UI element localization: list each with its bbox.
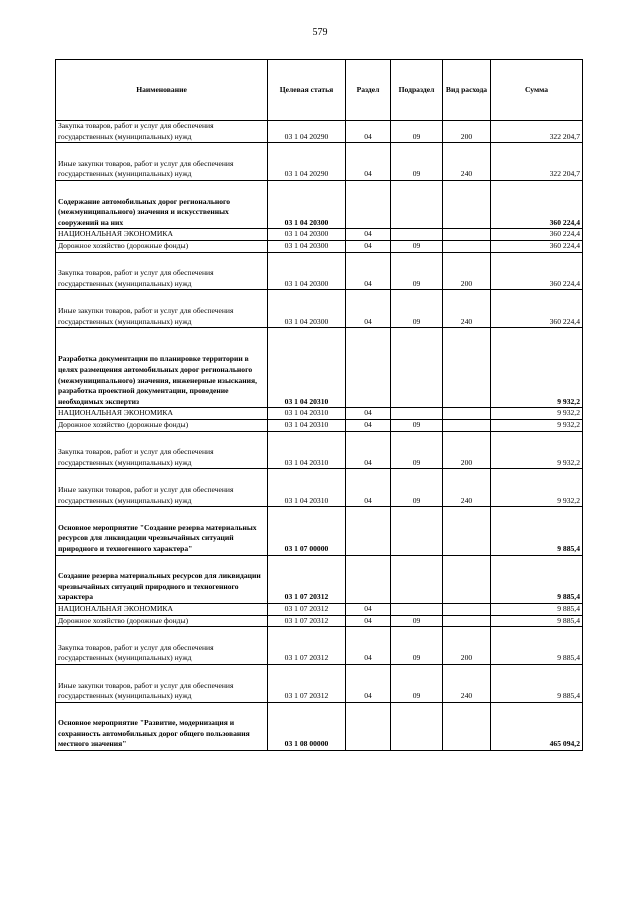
cell-subsection [391, 603, 443, 615]
header-amount: Сумма [491, 60, 583, 121]
cell-subsection [391, 702, 443, 750]
cell-target: 03 1 04 20310 [268, 328, 346, 408]
table-row [56, 290, 583, 328]
cell-amount: 322 204,7 [491, 121, 583, 143]
cell-target: 03 1 04 20310 [268, 431, 346, 469]
table-row [56, 615, 583, 627]
cell-target: 03 1 07 00000 [268, 507, 346, 555]
cell-name: Содержание автомобильных дорог регионального (межмуниципального) значения и искусственных сооружений на них [56, 180, 268, 228]
header-section: Раздел [346, 60, 391, 121]
cell-amount: 360 224,4 [491, 240, 583, 252]
table-row [56, 419, 583, 431]
cell-name: НАЦИОНАЛЬНАЯ ЭКОНОМИКА [56, 603, 268, 615]
cell-name: НАЦИОНАЛЬНАЯ ЭКОНОМИКА [56, 408, 268, 420]
cell-section [346, 507, 391, 555]
cell-amount: 322 204,7 [491, 143, 583, 181]
cell-name: Дорожное хозяйство (дорожные фонды) [56, 240, 268, 252]
cell-subsection: 09 [391, 143, 443, 181]
table-row [56, 408, 583, 420]
cell-type [443, 615, 491, 627]
cell-subsection: 09 [391, 419, 443, 431]
cell-type [443, 555, 491, 603]
cell-section: 04 [346, 121, 391, 143]
table-row [56, 555, 583, 603]
cell-section [346, 555, 391, 603]
cell-name: Дорожное хозяйство (дорожные фонды) [56, 615, 268, 627]
cell-type [443, 419, 491, 431]
cell-name: Основное мероприятие "Создание резерва материальных ресурсов для ликвидации чрезвычайных ситуаций природного и техногенного характера" [56, 507, 268, 555]
cell-subsection: 09 [391, 252, 443, 290]
table-row [56, 328, 583, 408]
cell-name: Закупка товаров, работ и услуг для обеспечения государственных (муниципальных) нужд [56, 121, 268, 143]
cell-subsection: 09 [391, 627, 443, 665]
table-row [56, 702, 583, 750]
cell-type: 200 [443, 431, 491, 469]
cell-target: 03 1 04 20310 [268, 419, 346, 431]
header-subsection: Подраздел [391, 60, 443, 121]
cell-amount: 9 885,4 [491, 603, 583, 615]
cell-name: Основное мероприятие "Развитие, модернизация и сохранность автомобильных дорог общего пользования местного значения" [56, 702, 268, 750]
cell-type: 240 [443, 469, 491, 507]
table-row [56, 252, 583, 290]
cell-amount: 360 224,4 [491, 252, 583, 290]
cell-section: 04 [346, 143, 391, 181]
cell-amount: 360 224,4 [491, 290, 583, 328]
cell-amount: 465 094,2 [491, 702, 583, 750]
cell-amount: 9 932,2 [491, 469, 583, 507]
cell-subsection: 09 [391, 664, 443, 702]
cell-amount: 9 932,2 [491, 419, 583, 431]
cell-section: 04 [346, 603, 391, 615]
cell-section: 04 [346, 431, 391, 469]
cell-type [443, 328, 491, 408]
cell-target: 03 1 07 20312 [268, 627, 346, 665]
cell-type [443, 180, 491, 228]
cell-target: 03 1 07 20312 [268, 615, 346, 627]
table-row [56, 143, 583, 181]
table-row [56, 469, 583, 507]
cell-type: 200 [443, 121, 491, 143]
table-row [56, 121, 583, 143]
cell-section: 04 [346, 615, 391, 627]
cell-type [443, 408, 491, 420]
cell-subsection: 09 [391, 615, 443, 627]
cell-section [346, 702, 391, 750]
cell-name: Создание резерва материальных ресурсов для ликвидации чрезвычайных ситуаций природного и техногенного характера [56, 555, 268, 603]
cell-amount: 9 885,4 [491, 664, 583, 702]
table-row [56, 180, 583, 228]
cell-type: 200 [443, 627, 491, 665]
header-name: Наименование [56, 60, 268, 121]
cell-subsection: 09 [391, 121, 443, 143]
cell-subsection [391, 555, 443, 603]
cell-target: 03 1 04 20310 [268, 469, 346, 507]
cell-type: 240 [443, 143, 491, 181]
cell-subsection: 09 [391, 431, 443, 469]
cell-section: 04 [346, 664, 391, 702]
cell-target: 03 1 07 20312 [268, 664, 346, 702]
cell-type [443, 702, 491, 750]
cell-name: Закупка товаров, работ и услуг для обеспечения государственных (муниципальных) нужд [56, 627, 268, 665]
cell-section: 04 [346, 252, 391, 290]
cell-amount: 360 224,4 [491, 229, 583, 241]
cell-name: Иные закупки товаров, работ и услуг для обеспечения государственных (муниципальных) нужд [56, 469, 268, 507]
cell-amount: 9 932,2 [491, 431, 583, 469]
cell-section [346, 328, 391, 408]
cell-target: 03 1 04 20300 [268, 240, 346, 252]
cell-section: 04 [346, 627, 391, 665]
table-row [56, 229, 583, 241]
cell-section: 04 [346, 408, 391, 420]
cell-name: Иные закупки товаров, работ и услуг для обеспечения государственных (муниципальных) нужд [56, 664, 268, 702]
cell-target: 03 1 08 00000 [268, 702, 346, 750]
cell-subsection [391, 229, 443, 241]
cell-section: 04 [346, 469, 391, 507]
cell-type: 240 [443, 664, 491, 702]
cell-type [443, 507, 491, 555]
cell-target: 03 1 04 20290 [268, 121, 346, 143]
cell-amount: 9 932,2 [491, 328, 583, 408]
cell-target: 03 1 04 20290 [268, 143, 346, 181]
cell-name: Дорожное хозяйство (дорожные фонды) [56, 419, 268, 431]
cell-subsection [391, 408, 443, 420]
cell-type [443, 229, 491, 241]
cell-section: 04 [346, 290, 391, 328]
cell-subsection: 09 [391, 469, 443, 507]
cell-target: 03 1 04 20300 [268, 180, 346, 228]
page-number: 579 [312, 27, 328, 38]
table-row [56, 664, 583, 702]
cell-amount: 9 932,2 [491, 408, 583, 420]
cell-amount: 9 885,4 [491, 555, 583, 603]
cell-target: 03 1 04 20300 [268, 229, 346, 241]
cell-amount: 9 885,4 [491, 627, 583, 665]
cell-section: 04 [346, 229, 391, 241]
cell-subsection [391, 328, 443, 408]
cell-amount: 9 885,4 [491, 507, 583, 555]
cell-name: Разработка документации по планировке территории в целях размещения автомобильных дорог регионального (межмуниципального) значения, инженерные изыскания, разработка проектной документации, проведение необходимых экспертиз [56, 328, 268, 408]
cell-name: Иные закупки товаров, работ и услуг для обеспечения государственных (муниципальных) нужд [56, 143, 268, 181]
cell-subsection: 09 [391, 240, 443, 252]
cell-subsection: 09 [391, 290, 443, 328]
cell-name: Закупка товаров, работ и услуг для обеспечения государственных (муниципальных) нужд [56, 252, 268, 290]
cell-type [443, 240, 491, 252]
cell-subsection [391, 180, 443, 228]
table-row [56, 603, 583, 615]
cell-target: 03 1 07 20312 [268, 603, 346, 615]
cell-target: 03 1 07 20312 [268, 555, 346, 603]
cell-name: НАЦИОНАЛЬНАЯ ЭКОНОМИКА [56, 229, 268, 241]
cell-target: 03 1 04 20310 [268, 408, 346, 420]
cell-amount: 360 224,4 [491, 180, 583, 228]
cell-name: Иные закупки товаров, работ и услуг для обеспечения государственных (муниципальных) нужд [56, 290, 268, 328]
cell-subsection [391, 507, 443, 555]
cell-target: 03 1 04 20300 [268, 290, 346, 328]
cell-amount: 9 885,4 [491, 615, 583, 627]
cell-name: Закупка товаров, работ и услуг для обеспечения государственных (муниципальных) нужд [56, 431, 268, 469]
table-row [56, 507, 583, 555]
cell-section [346, 180, 391, 228]
table-row [56, 431, 583, 469]
cell-target: 03 1 04 20300 [268, 252, 346, 290]
table-row [56, 240, 583, 252]
table-body [56, 121, 583, 751]
header-target: Целевая статья [268, 60, 346, 121]
cell-type: 240 [443, 290, 491, 328]
cell-section: 04 [346, 419, 391, 431]
table-header-row [56, 60, 583, 121]
budget-table [55, 59, 583, 751]
header-expense-type: Вид расхода [443, 60, 491, 121]
cell-type [443, 603, 491, 615]
cell-type: 200 [443, 252, 491, 290]
cell-section: 04 [346, 240, 391, 252]
table-row [56, 627, 583, 665]
